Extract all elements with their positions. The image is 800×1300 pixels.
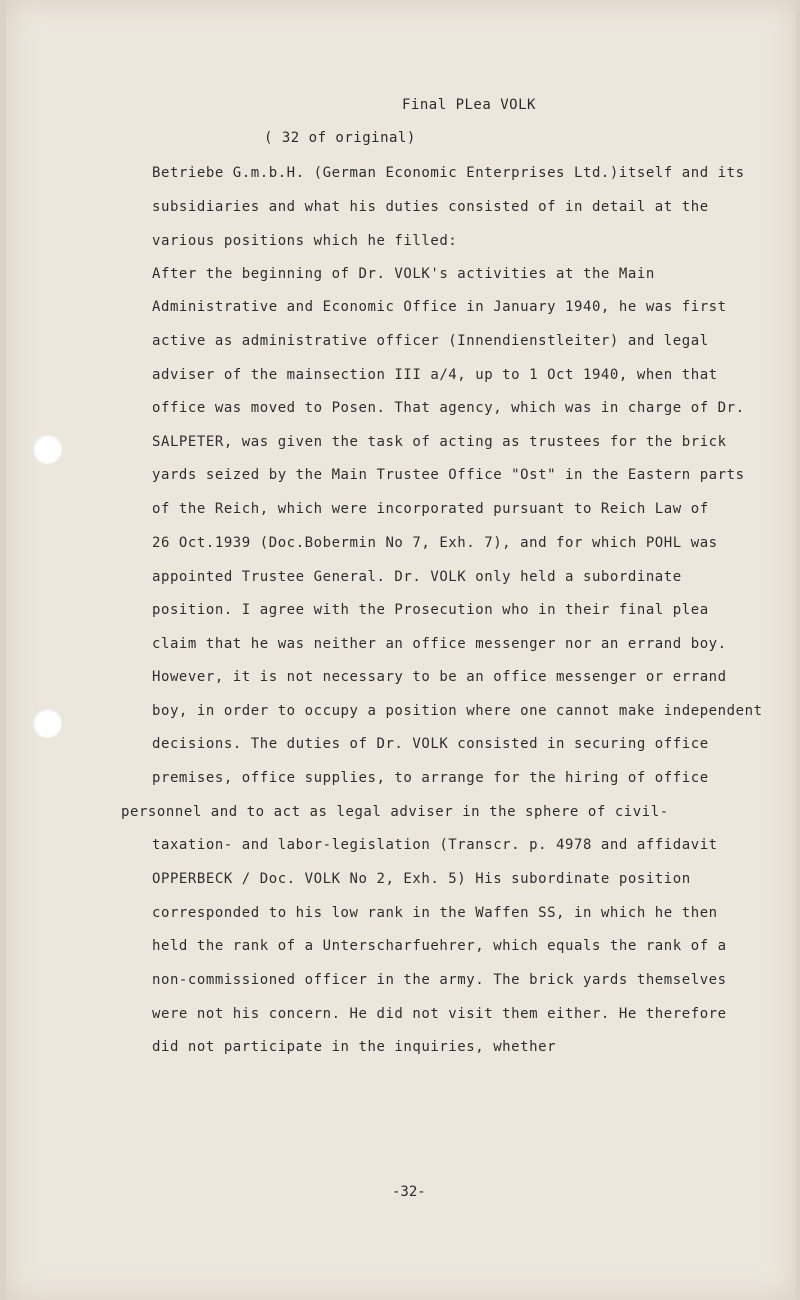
body-line: Betriebe G.m.b.H. (German Economic Enterprises Ltd.)itself and its <box>152 165 745 181</box>
document-page <box>6 0 796 1300</box>
body-line: position. I agree with the Prosecution who in their final plea <box>152 602 709 618</box>
body-line: corresponded to his low rank in the Waffen SS, in which he then <box>152 905 718 921</box>
punch-hole <box>32 434 62 464</box>
body-line: 26 Oct.1939 (Doc.Bobermin No 7, Exh. 7), and for which POHL was <box>152 535 718 551</box>
body-line: non-commissioned officer in the army. The brick yards themselves <box>152 972 727 988</box>
body-line: SALPETER, was given the task of acting as trustees for the brick <box>152 434 727 450</box>
body-line: boy, in order to occupy a position where one cannot make independent <box>152 703 763 719</box>
body-line: appointed Trustee General. Dr. VOLK only held a subordinate <box>152 569 682 585</box>
body-line: various positions which he filled: <box>152 233 458 249</box>
body-line: active as administrative officer (Innendienstleiter) and legal <box>152 333 709 349</box>
body-line: Administrative and Economic Office in January 1940, he was first <box>152 299 727 315</box>
body-line: After the beginning of Dr. VOLK's activities at the Main <box>152 266 655 282</box>
body-line: taxation- and labor-legislation (Transcr. p. 4978 and affidavit <box>152 837 718 853</box>
body-line: adviser of the mainsection III a/4, up to 1 Oct 1940, when that <box>152 367 718 383</box>
body-line: office was moved to Posen. That agency, which was in charge of Dr. <box>152 400 745 416</box>
body-line: claim that he was neither an office messenger nor an errand boy. <box>152 636 727 652</box>
body-line: However, it is not necessary to be an office messenger or errand <box>152 669 727 685</box>
body-line: personnel and to act as legal adviser in the sphere of civil- <box>121 804 669 820</box>
body-line: did not participate in the inquiries, whether <box>152 1039 557 1055</box>
punch-hole <box>32 708 62 738</box>
body-line: OPPERBECK / Doc. VOLK No 2, Exh. 5) His subordinate position <box>152 871 691 887</box>
document-subtitle: ( 32 of original) <box>264 130 416 146</box>
body-line: decisions. The duties of Dr. VOLK consisted in securing office <box>152 736 709 752</box>
body-line: yards seized by the Main Trustee Office "Ost" in the Eastern parts <box>152 467 745 483</box>
body-line: subsidiaries and what his duties consisted of in detail at the <box>152 199 709 215</box>
body-line: were not his concern. He did not visit them either. He therefore <box>152 1006 727 1022</box>
body-line: of the Reich, which were incorporated pursuant to Reich Law of <box>152 501 709 517</box>
body-line: premises, office supplies, to arrange for the hiring of office <box>152 770 709 786</box>
page-number: -32- <box>392 1184 426 1200</box>
document-title: Final PLea VOLK <box>402 97 536 113</box>
body-line: held the rank of a Unterscharfuehrer, which equals the rank of a <box>152 938 727 954</box>
